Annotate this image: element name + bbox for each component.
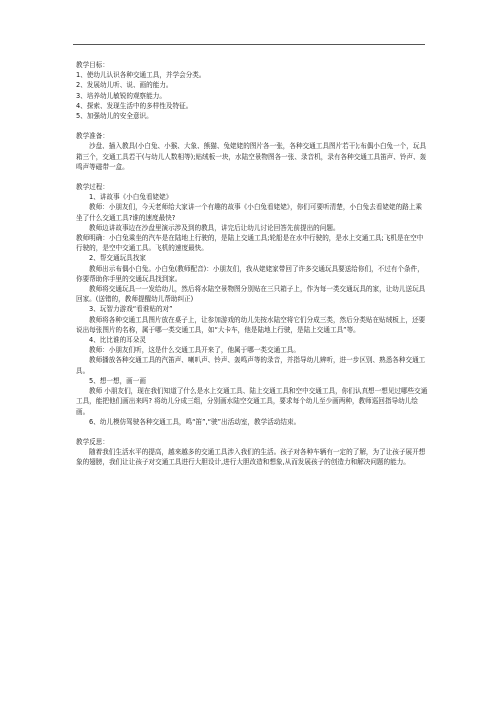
goal-item: 1、使幼儿认识各种交通工具，并学会分类。 xyxy=(76,71,206,80)
process-heading: 教学过程： xyxy=(76,183,109,192)
step-paragraph: 教师出示布偶小白兔。小白兔(教师配音)：小朋友们，我从姥姥家带回了许多交通玩具要送给你们，不过有个条件，你要帮助你手里的交通玩具找到家。 xyxy=(76,264,424,283)
step-paragraph: 教师边讲故事边在沙盘里演示涉及到的教具，讲完后让幼儿讨论回答先前提出的问题。 xyxy=(89,223,340,232)
step-paragraph: 教师：小朋友们听，这是什么交通工具开来了，他属于哪一类交通工具。 xyxy=(89,346,300,355)
process-section xyxy=(76,182,428,427)
step-paragraph: 教师将交通玩具一一发给幼儿，然后将水陆空景物图分别贴在三只箱子上，作为每一类交通玩具的家，让幼儿送玩具回家。(送错的，教师提醒幼儿帮助纠正) xyxy=(76,285,426,304)
step-title: 6、幼儿模仿驾驶各种交通工具，鸣“笛”,“驶”出活动室，教学活动结束。 xyxy=(89,417,301,426)
prep-text: 沙盘、插入教具(小白兔、小猴、大象、熊猫、兔姥姥的图片各一张，各种交通工具图片若干);布偶小白兔一个，玩具箱三个，交通工具若干(与幼儿人数相等);贴绒板一块，水陆空景物图各一张、录音机，录有各种交通工具笛声、铃声、轰鸣声等磁带一盒。 xyxy=(76,142,427,171)
step-title: 4、比比谁的耳朵灵 xyxy=(89,336,146,345)
goals-section xyxy=(76,60,428,121)
goal-item: 4、探索、发现生活中的多样性及特征。 xyxy=(76,101,193,110)
step-title: 1、讲故事《小白兔看姥姥》 xyxy=(89,193,173,202)
goal-item: 3、培养幼儿敏锐的观察能力。 xyxy=(76,91,166,100)
step-paragraph: 教师 小朋友们，现在我们知道了什么是水上交通工具、陆上交通工具和空中交通工具，你们认真想一想见过哪些交通工具，能把他们画出来吗? 将幼儿分成三组，分别画水陆空交通工具，要求每个幼儿至少画两种，教师巡回指导幼儿绘画。 xyxy=(76,387,428,416)
prep-heading: 教学准备： xyxy=(76,132,109,141)
step-title: 5、想一想，画一画 xyxy=(89,376,146,385)
step-title: 3、玩智力游戏“看谁贴的对” xyxy=(89,305,173,314)
step-paragraph: 教师明确：小白兔乘坐的汽车是在陆地上行驶的，是陆上交通工具;轮船是在水中行驶的，是水上交通工具;飞机是在空中行驶的，是空中交通工具。飞机的速度最快。 xyxy=(76,234,424,253)
step-title: 2、帮交通玩具找家 xyxy=(89,254,146,263)
document-page xyxy=(76,60,428,478)
step-paragraph: 教师：小朋友们，今天老师给大家讲一个有趣的故事《小白兔看姥姥》，你们可要听清楚，小白兔去看姥姥的路上乘坐了什么交通工具?谁的速度最快? xyxy=(76,203,422,222)
goals-heading: 教学目标： xyxy=(76,61,109,69)
goal-item: 2、发展幼儿听、说、画的能力。 xyxy=(76,81,173,90)
step-paragraph: 教师播放各种交通工具的汽笛声、喇叭声、铃声、轰鸣声等的录音，并指导幼儿辨听，进一步区别、熟悉各种交通工具。 xyxy=(76,356,426,375)
step-paragraph: 教师将各种交通工具图片放在桌子上，让参加游戏的幼儿先按水陆空将它们分成三类，然后分类贴在贴绒板上，还要说出每张图片的名称，属于哪一类交通工具，如“大卡车，他是陆地上行驶，是陆上交通工具”等。 xyxy=(76,315,426,334)
prep-section xyxy=(76,131,428,172)
top-rule xyxy=(73,44,425,45)
reflection-heading: 教学反思： xyxy=(76,437,109,446)
reflection-section xyxy=(76,437,428,468)
reflection-text: 随着我们生活水平的提高，越来越多的交通工具涉入我们的生活。孩子对各种车辆有一定的了解，为了让孩子展开想象的翅膀，我们让让孩子对交通工具进行大胆设计,进行大胆改造和想象,从而发展孩子的创造力和解决问题的能力。 xyxy=(76,448,426,467)
goal-item: 5、加强幼儿的安全意识。 xyxy=(76,112,153,121)
